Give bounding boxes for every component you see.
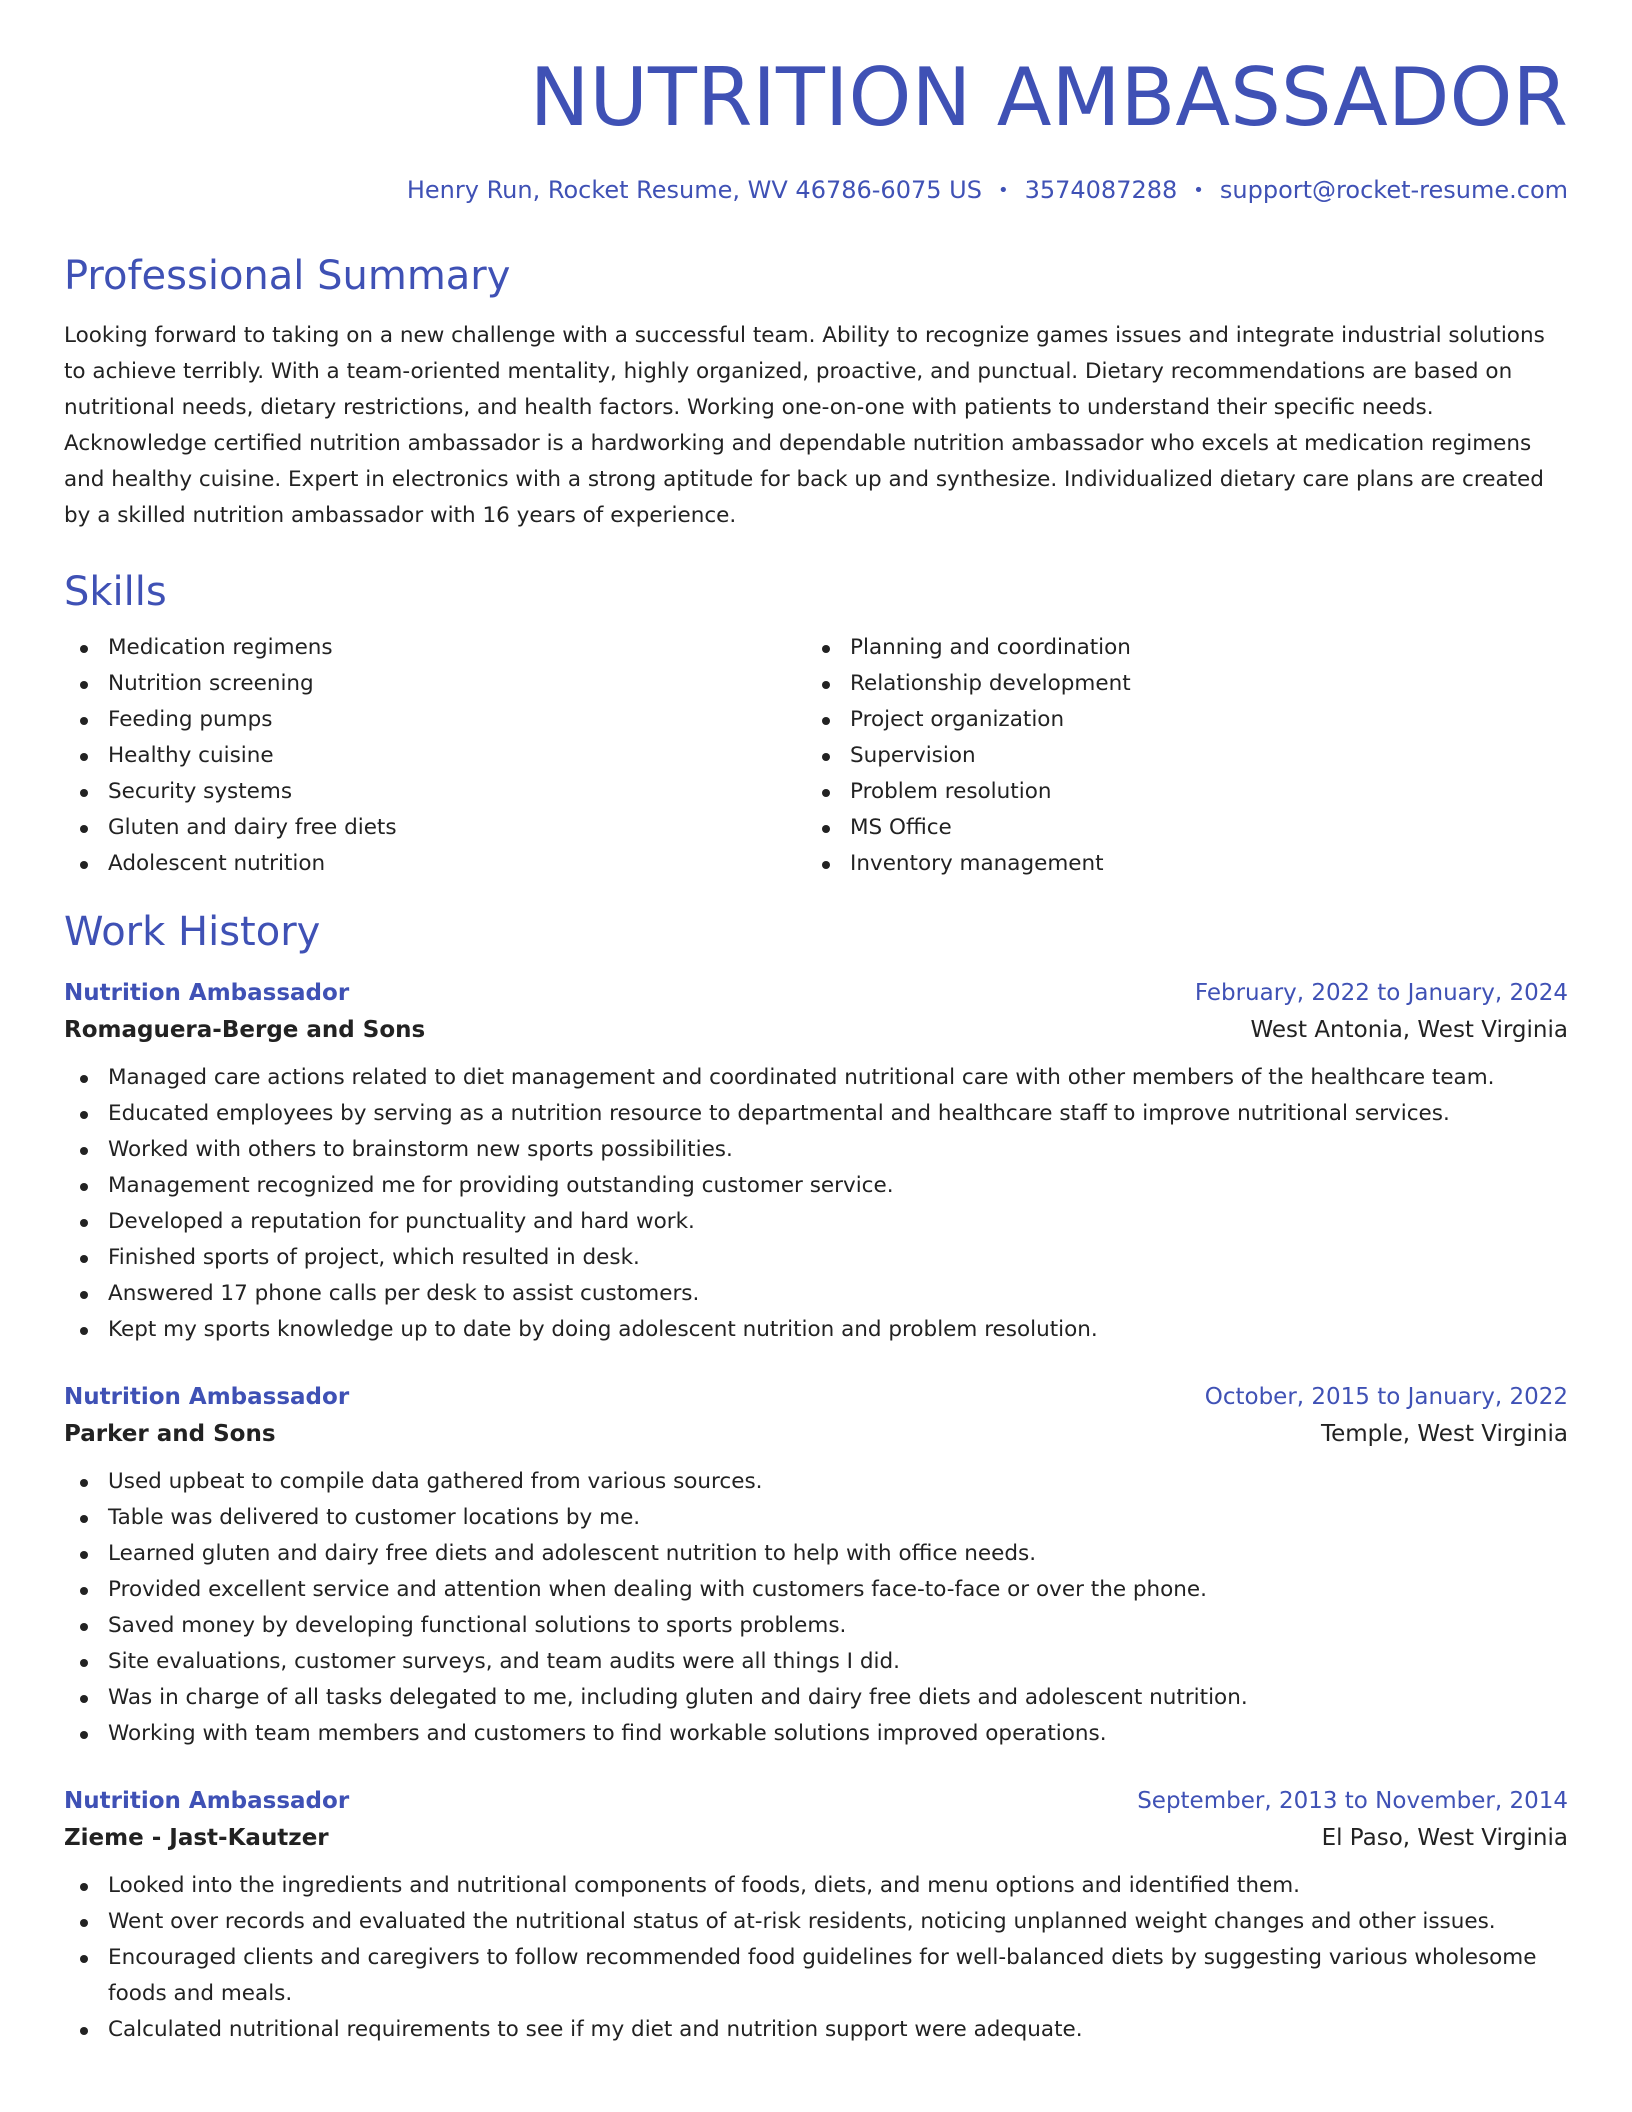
contact-separator: • — [1193, 180, 1204, 201]
job-location: Temple, West Virginia — [1320, 1421, 1568, 1447]
job-bullet: Managed care actions related to diet management and coordinated nutritional care with other members of the healthcare team. — [64, 1060, 1568, 1096]
contact-email: support@rocket-resume.com — [1219, 176, 1568, 204]
work-history-heading: Work History — [64, 909, 321, 955]
job-bullet: Saved money by developing functional solutions to sports problems. — [64, 1608, 1568, 1644]
skill-item: Medication regimens — [64, 630, 806, 666]
skill-item: Inventory management — [806, 846, 1548, 882]
job-header-row — [64, 1386, 1568, 1409]
job-bullet: Learned gluten and dairy free diets and adolescent nutrition to help with office needs. — [64, 1536, 1568, 1572]
job-bullet: Kept my sports knowledge up to date by doing adolescent nutrition and problem resolution. — [64, 1312, 1568, 1348]
skill-item: Project organization — [806, 702, 1548, 738]
job-bullet: Calculated nutritional requirements to see if my diet and nutrition support were adequate. — [64, 2012, 1568, 2048]
job-dates: September, 2013 to November, 2014 — [1137, 1788, 1568, 1814]
job-location: West Antonia, West Virginia — [1250, 1017, 1568, 1043]
job-header-row — [64, 1790, 1568, 1813]
job-company-row — [64, 1827, 1568, 1850]
job-dates: February, 2022 to January, 2024 — [1194, 980, 1568, 1006]
skill-item: Planning and coordination — [806, 630, 1548, 666]
skills-column-right — [806, 630, 1548, 882]
job-company: Romaguera-Berge and Sons — [64, 1017, 426, 1043]
job-company-row — [64, 1019, 1568, 1042]
job-bullets — [64, 1464, 1568, 1752]
contact-separator: • — [997, 180, 1009, 201]
skill-item: Healthy cuisine — [64, 738, 806, 774]
job-bullet: Site evaluations, customer surveys, and team audits were all things I did. — [64, 1644, 1568, 1680]
job-bullet: Was in charge of all tasks delegated to me, including gluten and dairy free diets and adolescent nutrition. — [64, 1680, 1568, 1716]
job-entry — [64, 982, 1568, 1348]
job-bullet: Provided excellent service and attention when dealing with customers face-to-face or over the phone. — [64, 1572, 1568, 1608]
job-bullets — [64, 1868, 1568, 2048]
skill-item: MS Office — [806, 810, 1548, 846]
job-bullet: Used upbeat to compile data gathered from various sources. — [64, 1464, 1568, 1500]
skills-heading: Skills — [64, 569, 167, 615]
job-company-row — [64, 1423, 1568, 1446]
job-dates: October, 2015 to January, 2022 — [1204, 1384, 1568, 1410]
skill-item: Problem resolution — [806, 774, 1548, 810]
skill-item: Nutrition screening — [64, 666, 806, 702]
job-bullet: Encouraged clients and caregivers to follow recommended food guidelines for well-balanced diets by suggesting various wholesome foods and meals. — [64, 1940, 1568, 2012]
job-bullet: Finished sports of project, which resulted in desk. — [64, 1240, 1568, 1276]
job-header-row — [64, 982, 1568, 1005]
job-bullet: Developed a reputation for punctuality and hard work. — [64, 1204, 1568, 1240]
job-bullet: Working with team members and customers to find workable solutions improved operations. — [64, 1716, 1568, 1752]
skill-item: Supervision — [806, 738, 1548, 774]
skill-item: Adolescent nutrition — [64, 846, 806, 882]
job-bullet: Management recognized me for providing outstanding customer service. — [64, 1168, 1568, 1204]
summary-heading: Professional Summary — [64, 253, 511, 299]
job-bullet: Looked into the ingredients and nutritional components of foods, diets, and menu options and identified them. — [64, 1868, 1568, 1904]
skill-item: Gluten and dairy free diets — [64, 810, 806, 846]
contact-line — [64, 178, 1568, 202]
job-company: Parker and Sons — [64, 1421, 276, 1447]
summary-text: Looking forward to taking on a new challenge with a successful team. Ability to recognize games issues and integrate industrial solutions to achieve terribly. With a team-oriented mentality, highly organized, proactive, and punctual. Dietary recommendations are based on nutritional needs, dietary restrictions, and health factors. Working one-on-one with patients to understand their specific needs. Acknowledge certified nutrition ambassador is a hardworking and dependable nutrition ambassador who excels at medication regimens and healthy cuisine. Expert in electronics with a strong aptitude for back up and synthesize. Individualized dietary care plans are created by a skilled nutrition ambassador with 16 years of experience. — [64, 323, 1545, 528]
job-bullet: Table was delivered to customer locations by me. — [64, 1500, 1568, 1536]
skill-item: Security systems — [64, 774, 806, 810]
resume-name: NUTRITION AMBASSADOR — [529, 51, 1568, 144]
job-bullet: Educated employees by serving as a nutrition resource to departmental and healthcare staff to improve nutritional services. — [64, 1096, 1568, 1132]
work-history-list — [64, 982, 1568, 2048]
job-location: El Paso, West Virginia — [1321, 1825, 1568, 1851]
job-title: Nutrition Ambassador — [64, 980, 350, 1006]
job-company: Zieme - Jast-Kautzer — [64, 1825, 329, 1851]
contact-address: Henry Run, Rocket Resume, WV 46786-6075 US — [406, 176, 982, 204]
skills-list — [64, 630, 1568, 882]
job-bullet: Went over records and evaluated the nutritional status of at-risk residents, noticing unplanned weight changes and other issues. — [64, 1904, 1568, 1940]
job-title: Nutrition Ambassador — [64, 1788, 350, 1814]
job-bullets — [64, 1060, 1568, 1348]
skill-item: Relationship development — [806, 666, 1548, 702]
job-title: Nutrition Ambassador — [64, 1384, 350, 1410]
skills-column-left — [64, 630, 806, 882]
contact-phone: 3574087288 — [1024, 176, 1178, 204]
skill-item: Feeding pumps — [64, 702, 806, 738]
job-bullet: Answered 17 phone calls per desk to assist customers. — [64, 1276, 1568, 1312]
job-bullet: Worked with others to brainstorm new sports possibilities. — [64, 1132, 1568, 1168]
job-entry — [64, 1386, 1568, 1752]
resume-page — [64, 0, 1568, 2048]
job-entry — [64, 1790, 1568, 2048]
